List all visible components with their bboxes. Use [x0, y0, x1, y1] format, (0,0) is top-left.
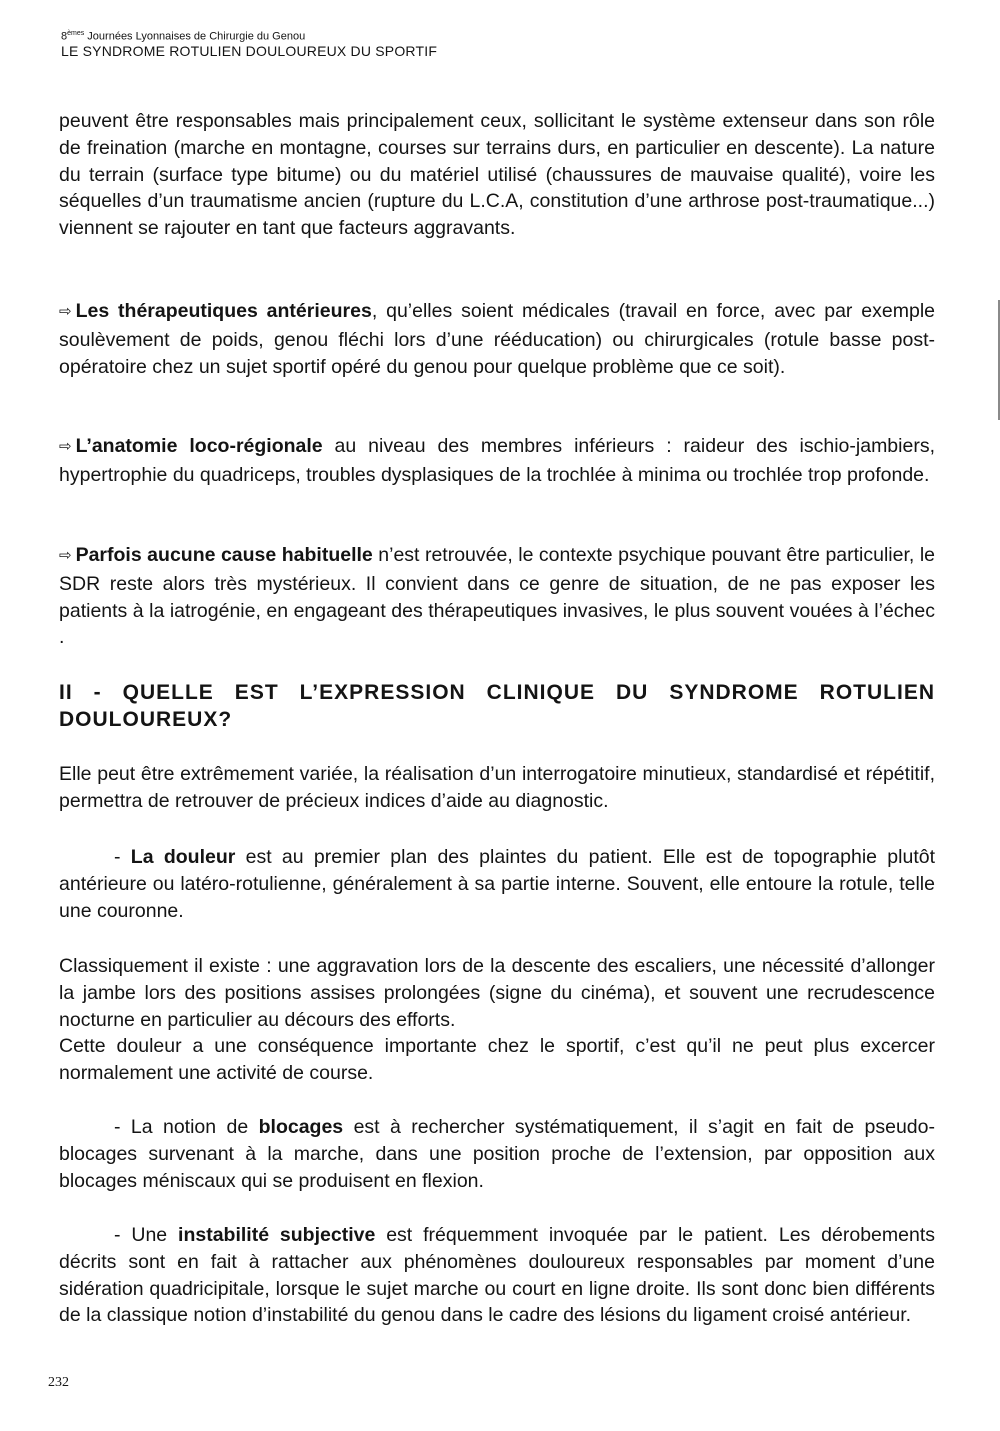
paragraph-causes-continued: peuvent être responsables mais principalement ceux, sollicitant le système extenseur dans son rôle de freination (marche en montagne, courses sur terrains durs, en particulier en descente). La nature du terrain (surface type bitume) ou du matériel utilisé (chaussures de mauvaise qualité), voire les séquelles d’un traumatisme ancien (rupture du L.C.A, constitution d’une arthrose post-traumatique...) viennent se rajouter en tant que facteurs aggravants. [59, 110, 935, 240]
paragraph-anatomie [59, 433, 935, 489]
paragraph-text: n’est retrouvée, le contexte psychique pouvant être particulier, le SDR reste alors très mystérieux. Il convient dans ce genre de situation, de ne pas exposer les patients à la iatrogénie, en engageant des thérapeutiques invasives, le plus souvent vouées à l’échec . [59, 544, 935, 649]
bold-term: blocages [258, 1116, 344, 1138]
header-title: LE SYNDROME ROTULIEN DOULOUREUX DU SPORTIF [61, 43, 438, 60]
arrow-icon: ⇨ [59, 547, 72, 564]
bold-term: Parfois aucune cause habituelle [75, 544, 373, 566]
paragraph-aucune-cause [59, 542, 935, 651]
running-header [61, 30, 437, 59]
arrow-icon: ⇨ [59, 438, 72, 455]
edition-number: 8 [61, 30, 68, 43]
bold-term: Les thérapeutiques antérieures [75, 300, 372, 322]
paragraph-intro: Elle peut être extrêmement variée, la réalisation d’un interrogatoire minutieux, standardisé et répétitif, permettra de retrouver de précieux indices d’aide au diagnostic. [59, 763, 935, 812]
paragraph-blocages [59, 1114, 935, 1194]
paragraph-text: au niveau des membres inférieurs : raideur des ischio-jambiers, hypertrophie du quadriceps, troubles dysplasiques de la trochlée à minima ou trochlée trop profonde. [59, 435, 935, 486]
edition-suffix: èmes [67, 30, 85, 37]
paragraph-therapeutiques [59, 298, 935, 380]
paragraph-text: est à rechercher systématiquement, il s’agit en fait de pseudo-blocages survenant à la marche, dans une position proche de l’extension, par opposition aux blocages méniscaux qui se produisent en flexion. [59, 1116, 935, 1192]
paragraph-text: , qu’elles soient médicales (travail en force, avec par exemple soulèvement de poids, genou fléchi lors d’une rééducation) ou chirurgicales (rotule basse post-opératoire chez un sujet sportif opéré du genou pour quelque problème que ce soit). [59, 300, 935, 378]
arrow-icon: ⇨ [59, 303, 72, 320]
paragraph-prefix: - La notion de [114, 1116, 259, 1138]
bold-term: L’anatomie loco-régionale [75, 435, 323, 457]
conference-name [61, 30, 437, 43]
conference-text: Journées Lyonnaises de Chirurgie du Genou [84, 30, 306, 43]
paragraph-instabilite [59, 1222, 935, 1329]
bold-term: La douleur [130, 846, 236, 868]
section-heading: II - QUELLE EST L’EXPRESSION CLINIQUE DU SYNDROME ROTULIEN DOULOUREUX? [59, 681, 935, 731]
paragraph-text: est au premier plan des plaintes du patient. Elle est de topographie plutôt antérieure ou latéro-rotulienne, généralement à sa partie interne. Souvent, elle entoure la rotule, telle une couronne. [59, 846, 935, 922]
bold-term: instabilité subjective [178, 1224, 376, 1246]
paragraph-text: est fréquemment invoquée par le patient. Les dérobements décrits sont en fait à rattacher aux phénomènes douloureux responsables par moment d’une sidération quadricipitale, lorsque le sujet marche ou court en ligne droite. Ils sont donc bien différents de la classique notion d’instabilité du genou dans le cadre des lésions du ligament croisé antérieur. [59, 1224, 935, 1327]
paragraph-classiquement: Classiquement il existe : une aggravation lors de la descente des escaliers, une nécessité d’allonger la jambe lors des positions assises prolongées (signe du cinéma), et souvent une recrudescence nocturne en particulier au décours des efforts. [59, 955, 935, 1031]
paragraph-prefix: - Une [114, 1224, 179, 1246]
paragraph-consequence: Cette douleur a une conséquence importante chez le sportif, c’est qu’il ne peut plus excercer normalement une activité de course. [59, 1035, 935, 1084]
list-dash: - [114, 846, 131, 868]
page-number: 232 [48, 1375, 69, 1390]
paragraph-douleur [59, 844, 935, 924]
